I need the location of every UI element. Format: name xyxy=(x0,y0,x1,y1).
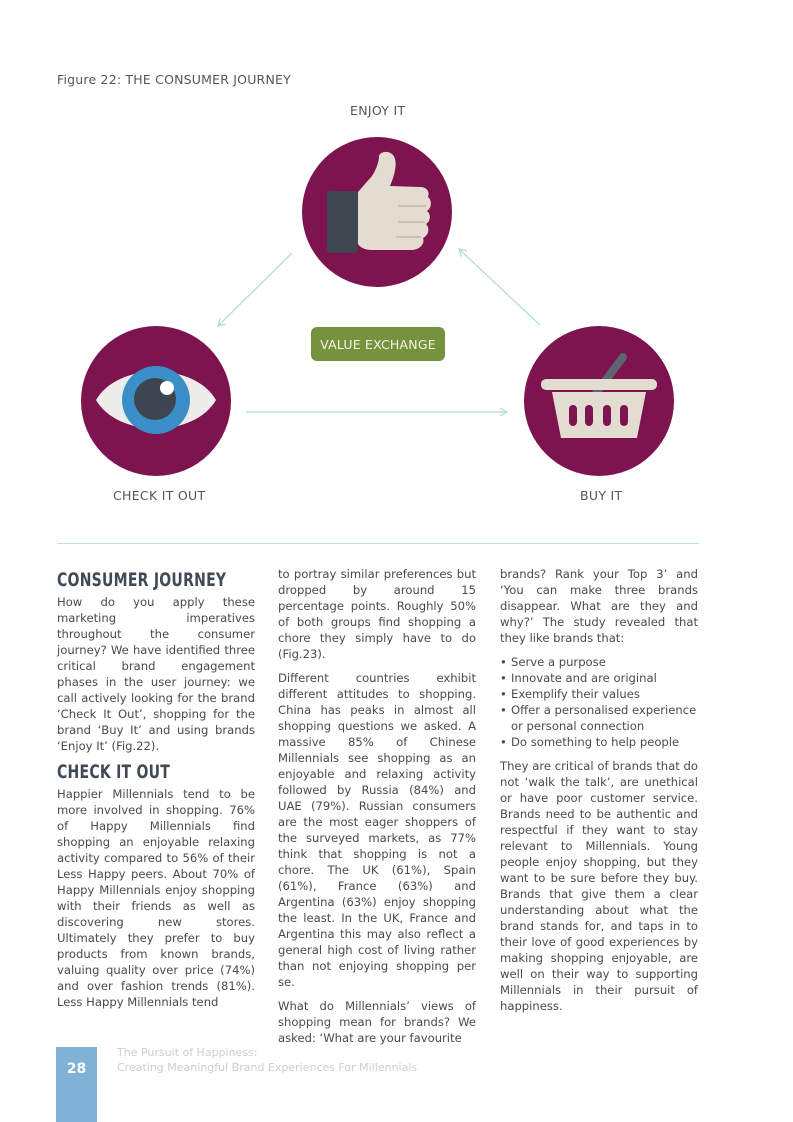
column-2 xyxy=(278,566,476,1054)
column-3 xyxy=(500,566,698,1022)
list-item: • Offer a personalised experience or personal connection xyxy=(500,702,698,734)
list-item: • Innovate and are original xyxy=(500,670,698,686)
list-item: • Exemplify their values xyxy=(500,686,698,702)
label-enjoy-it: ENJOY IT xyxy=(350,103,406,118)
list-item: • Serve a purpose xyxy=(500,654,698,670)
footer-line-2: Creating Meaningful Brand Experiences For Millennials xyxy=(117,1061,418,1074)
eye-icon xyxy=(81,326,231,476)
value-exchange-badge: VALUE EXCHANGE xyxy=(311,327,445,361)
paragraph: Different countries exhibit different attitudes to shopping. China has peaks in almost all shopping questions we asked. A massive 85% of Chinese Millennials see shopping as an enjoyable and relaxing activity followed by Russia (84%) and UAE (79%). Russian consumers are the most eager shoppers of the surveyed markets, as 77% think that shopping is not a chore. The UK (61%), Spain (61%), France (63%) and Argentina (63%) enjoy shopping the least. In the UK, France and Argentina this may also reflect a general high cost of living rather than not enjoying shopping per se. xyxy=(278,671,476,989)
basket-icon xyxy=(524,326,674,476)
paragraph: brands? Rank your Top 3’ and ‘You can make three brands disappear. What are they and why?’ The study revealed that they like brands that: xyxy=(500,567,698,645)
page-number: 28 xyxy=(56,1047,97,1122)
arrow-enjoy-to-check xyxy=(218,253,292,326)
footer-text xyxy=(117,1045,417,1075)
paragraph: What do Millennials’ views of shopping mean for brands? We asked: ‘What are your favourite xyxy=(278,999,476,1045)
consumer-journey-diagram xyxy=(0,0,793,530)
heading-check-it-out: CHECK IT OUT xyxy=(57,761,171,783)
paragraph: to portray similar preferences but dropped by around 15 percentage points. Roughly 50% of both groups find shopping a chore they simply have to do (Fig.23). xyxy=(278,567,476,661)
label-check-it-out: CHECK IT OUT xyxy=(113,488,206,503)
thumbs-up-icon xyxy=(302,137,452,287)
paragraph: How do you apply these marketing imperatives throughout the consumer journey? We have identified three critical brand engagement phases in the user journey: we call actively looking for the brand ‘Check It Out’, shopping for the brand ‘Buy It’ and using brands ‘Enjoy It’ (Fig.22). xyxy=(57,595,255,753)
list-item: • Do something to help people xyxy=(500,734,698,750)
section-divider xyxy=(57,543,699,544)
paragraph: Happier Millennials tend to be more involved in shopping. 76% of Happy Millennials find shopping an enjoyable relaxing activity compared to 56% of their Less Happy peers. About 70% of Happy Millennials enjoy shopping with their friends as well as discovering new stores. Ultimately they prefer to buy products from known brands, valuing quality over price (74%) and over fashion trends (81%). Less Happy Millennials tend xyxy=(57,787,255,1009)
column-1 xyxy=(57,566,255,1018)
brand-qualities-list xyxy=(500,654,698,750)
arrow-buy-to-enjoy xyxy=(459,249,540,325)
figure-title: Figure 22: THE CONSUMER JOURNEY xyxy=(57,72,291,87)
paragraph: They are critical of brands that do not ‘walk the talk’, are unethical or have poor customer service. Brands need to be authentic and respectful if they want to stay relevant to Millennials. Young people enjoy shopping, but they want to be sure before they buy. Brands that give them a clear understanding about what the brand stands for, and taps in to their love of good experiences by making shopping enjoyable, are well on their way to supporting Millennials in their pursuit of happiness. xyxy=(500,759,698,1013)
label-buy-it: BUY IT xyxy=(580,488,623,503)
heading-consumer-journey: CONSUMER JOURNEY xyxy=(57,569,227,591)
footer-line-1: The Pursuit of Happiness: xyxy=(117,1046,258,1059)
